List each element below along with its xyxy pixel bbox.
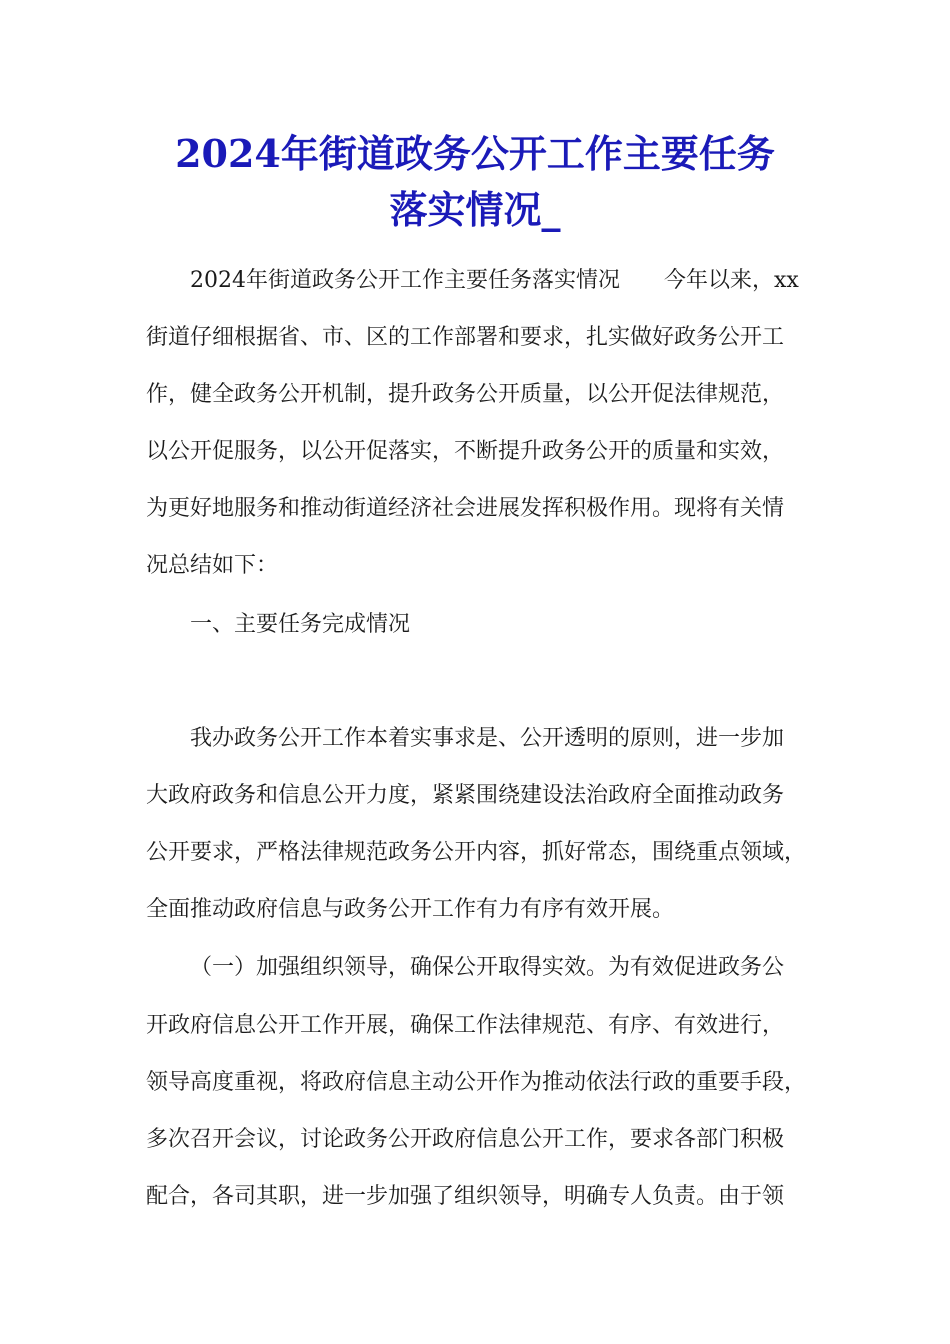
section-heading-1: 一、主要任务完成情况: [190, 612, 411, 637]
paragraph-1-line-1: 2024年街道政务公开工作主要任务落实情况 今年以来，xx: [190, 268, 799, 293]
title-line-1: 2024年街道政务公开工作主要任务: [175, 131, 775, 176]
title-line-2: 落实情况_: [389, 187, 561, 232]
document-title: [120, 126, 830, 238]
paragraph-2-line-4: 全面推动政府信息与政务公开工作有力有序有效开展。: [146, 897, 675, 922]
paragraph-1-line-3: 作，健全政务公开机制，提升政务公开质量，以公开促法律规范，: [146, 382, 785, 407]
paragraph-1-line-6: 况总结如下：: [146, 553, 279, 578]
paragraph-3-line-3: 领导高度重视，将政府信息主动公开作为推动依法行政的重要手段，: [146, 1070, 807, 1095]
paragraph-1-line-5: 为更好地服务和推动街道经济社会进展发挥积极作用。现将有关情: [146, 496, 785, 521]
paragraph-3-line-2: 开政府信息公开工作开展，确保工作法律规范、有序、有效进行，: [146, 1013, 785, 1038]
paragraph-2-line-3: 公开要求，严格法律规范政务公开内容，抓好常态，围绕重点领域，: [146, 840, 807, 865]
paragraph-2-line-2: 大政府政务和信息公开力度，紧紧围绕建设法治政府全面推动政务: [146, 783, 785, 808]
paragraph-1-line-4: 以公开促服务，以公开促落实，不断提升政务公开的质量和实效，: [146, 439, 785, 464]
paragraph-3-line-4: 多次召开会议，讨论政务公开政府信息公开工作，要求各部门积极: [146, 1127, 785, 1152]
paragraph-1-line-2: 街道仔细根据省、市、区的工作部署和要求，扎实做好政务公开工: [146, 325, 785, 350]
paragraph-3-line-5: 配合，各司其职，进一步加强了组织领导，明确专人负责。由于领: [146, 1184, 785, 1209]
paragraph-2-line-1: 我办政务公开工作本着实事求是、公开透明的原则，进一步加: [190, 726, 785, 751]
paragraph-3-line-1: （一）加强组织领导，确保公开取得实效。为有效促进政务公: [190, 955, 785, 980]
